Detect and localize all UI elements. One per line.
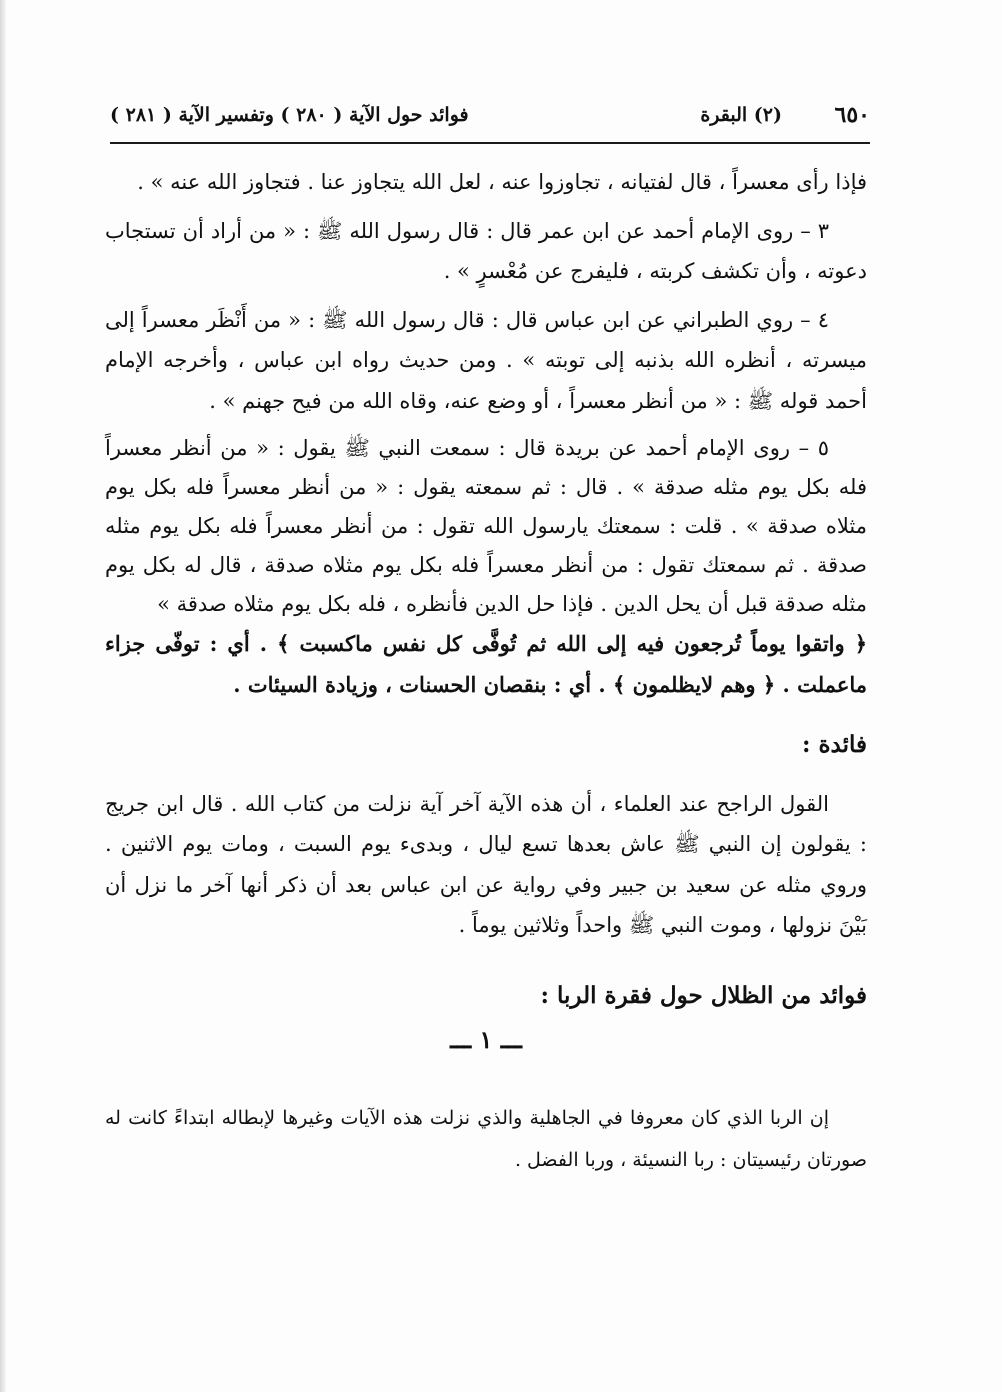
paragraph-verse-tafsir: ﴿ واتقوا يوماً تُرجعون فيه إلى الله ثم تُوفَّى كل نفس ماكسبت ﴾ . أي : توفّى جزاء ماعملت . ﴿ وهم لايظلمون ﴾ . أي : بنقصان الحسنات ، وزيادة السيئات . bbox=[105, 631, 867, 697]
faida-heading: فائدة : bbox=[801, 731, 867, 758]
header-divider bbox=[110, 142, 870, 144]
surah-label: (٢) البقرة bbox=[700, 104, 782, 126]
section-number: ـــ ١ ـــ bbox=[450, 1025, 522, 1054]
riba-intro-text: إن الربا الذي كان معروفا في الجاهلية والذي نزلت هذه الآيات وغيرها لإبطاله ابتداءً كانت له صورتان رئيسيتان : ربا النسيئة ، وربا الفضل . bbox=[105, 1106, 867, 1171]
section-heading: فوائد من الظلال حول فقرة الربا : bbox=[540, 981, 867, 1009]
paragraph-hadith-5: ٥ – روى الإمام أحمد عن بريدة قال : سمعت النبي ﷺ يقول : « من أنظر معسراً فله بكل يوم مثله صدقة » . قال : ثم سمعته يقول : « من أنظر معسراً فله بكل يوم مثلاه صدقة » . قلت : سمعتك يارسول الله تقول : من أنظر معسراً فله بكل يوم مثله صدقة . ثم سمعتك تقول : من أنظر معسراً فله بكل يوم مثلاه صدقة ، قال له بكل يوم مثله صدقة قبل أن يحل الدين . فإذا حل الدين فأنظره ، فله بكل يوم مثلاه صدقة » bbox=[105, 436, 867, 616]
page-number: ٦٥٠ bbox=[834, 102, 870, 128]
page-header bbox=[110, 98, 870, 138]
paragraph-hadith-3: ٣ – روى الإمام أحمد عن ابن عمر قال : قال رسول الله ﷺ : « من أراد أن تستجاب دعوته ، وأن تكشف كربته ، فليفرج عن مُعْسرٍ » . bbox=[105, 218, 867, 283]
page-edge-shadow bbox=[0, 0, 6, 1392]
running-title: فوائد حول الآية ( ٢٨٠ ) وتفسير الآية ( ٢٨١ ) bbox=[110, 104, 469, 126]
main-text bbox=[105, 162, 867, 1181]
paragraph-1: فإذا رأى معسراً ، قال لفتيانه ، تجاوزوا عنه ، لعل الله يتجاوز عنا . فتجاوز الله عنه » . bbox=[137, 170, 867, 194]
paragraph-hadith-4: ٤ – روي الطبراني عن ابن عباس قال : قال رسول الله ﷺ : « من أَنْظَر معسراً إلى ميسرته ، أنظره الله بذنبه إلى توبته » . ومن حديث رواه ابن عباس ، وأخرجه الإمام أحمد قوله ﷺ : « من أنظر معسراً ، أو وضع عنه، وقاه الله من فيح جهنم » . bbox=[105, 307, 867, 413]
faida-text: القول الراجح عند العلماء ، أن هذه الآية آخر آية نزلت من كتاب الله . قال ابن جريج : يقولون إن النبي ﷺ عاش بعدها تسع ليال ، وبدىء يوم السبت ، ومات يوم الاثنين . وروي مثله عن سعيد بن جبير وفي رواية عن ابن عباس بعد أن ذكر أنها آخر ما نزل أن بَيْنَ نزولها ، وموت النبي ﷺ واحداً وثلاثين يوماً . bbox=[105, 791, 867, 937]
